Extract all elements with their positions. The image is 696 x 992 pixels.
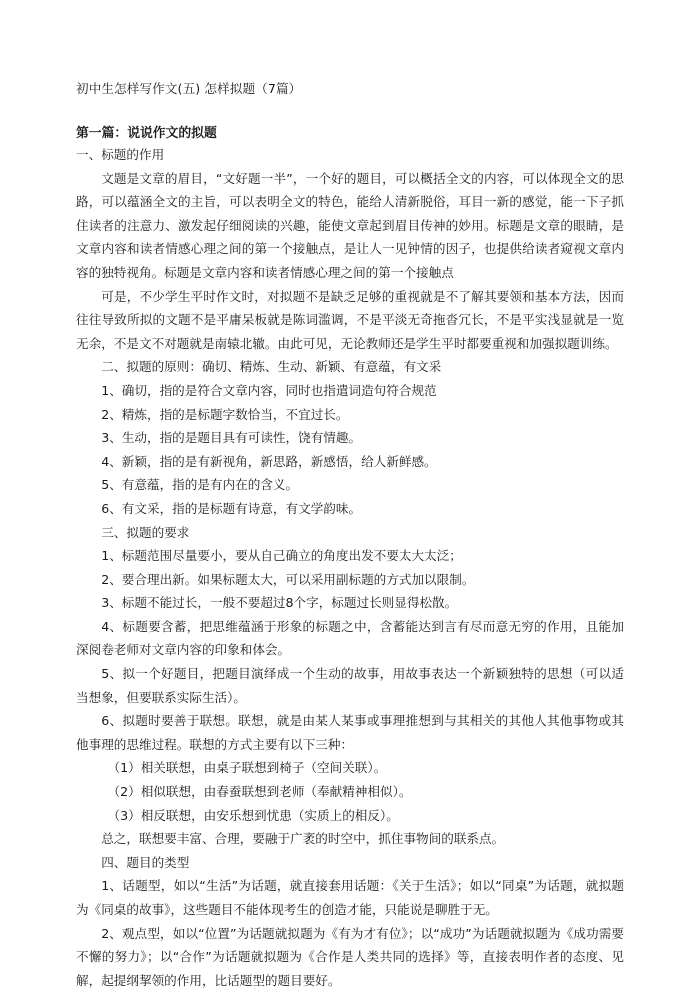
list-item: 1、标题范围尽量要小，要从自己确立的角度出发不要太大太泛；	[101, 548, 462, 564]
section-heading: 第一篇：说说作文的拟题	[76, 126, 217, 141]
list-item: 3、生动，指的是题目具有可读性，饶有情趣。	[101, 430, 362, 446]
paragraph-summary: 总之，联想要丰富、合理，要融于广袤的时空中，抓住事物间的联系点。	[101, 831, 505, 847]
heading-purpose: 一、标题的作用	[76, 147, 165, 162]
paragraph-problems: 可是，不少学生平时作文时，对拟题不是缺乏足够的重视就是不了解其要领和基本方法，因而往往导致所拟的文题不是平庸呆板就是陈词滥调，不是平淡无奇拖沓冗长，不是平实浅显就是一览无余，不是文不对题就是南辕北辙。由此可见，无论教师还是学生平时都要重视和加强拟题训练。	[76, 288, 624, 351]
document-body	[76, 143, 624, 992]
list-item: 6、有文采，指的是标题有诗意，有文学韵味。	[101, 500, 362, 516]
list-item: （3）相反联想，由安乐想到忧患（实质上的相反）。	[107, 807, 399, 823]
list-item: 3、标题不能过长，一般不要超过8个字，标题过长则显得松散。	[101, 595, 458, 611]
heading-principles: 二、拟题的原则：确切、精炼、生动、新颖、有意蕴，有文采	[101, 359, 442, 375]
list-item: 4、标题要含蓄，把思维蕴涵于形象的标题之中，含蓄能达到言有尽而意无穷的作用，且能加深阅卷老师对文章内容的印象和体会。	[76, 618, 624, 658]
list-item: 4、新颖，指的是有新视角，新思路，新感悟，给人新鲜感。	[101, 453, 437, 469]
list-item: （1）相关联想，由桌子联想到椅子（空间关联）。	[107, 760, 387, 776]
list-item: 5、拟一个好题目，把题目演绎成一个生动的故事，用故事表达一个新颖独特的思想（可以适当想象，但要联系实际生活）。	[76, 666, 624, 705]
heading-requirements: 三、拟题的要求	[101, 524, 190, 540]
list-item: 1、话题型，如以“生活”为话题，就直接套用话题：《关于生活》；如以“同桌”为话题，就拟题为《同桌的故事》，这些题目不能体现考生的创造才能，只能说是聊胜于无。	[76, 878, 624, 917]
list-item: 1、确切，指的是符合文章内容，同时也指遣词造句符合规范	[101, 382, 437, 398]
list-item: 5、有意蕴，指的是有内在的含义。	[101, 477, 299, 493]
heading-types: 四、题目的类型	[101, 854, 190, 870]
list-item: 2、精炼，指的是标题字数恰当，不宜过长。	[101, 406, 349, 422]
list-item: 6、拟题时要善于联想。联想，就是由某人某事或事理推想到与其相关的其他人其他事物或其他事理的思维过程。联想的方式主要有以下三种：	[76, 713, 624, 752]
paragraph-purpose: 文题是文章的眉目，“文好题一半”，一个好的题目，可以概括全文的内容，可以体现全文的思路，可以蕴涵全文的主旨，可以表明全文的特色，能给人清新脱俗，耳目一新的感觉，能一下子抓住读者的注意力、激发起仔细阅读的兴趣，能使文章起到眉目传神的妙用。标题是文章的眼睛，是文章内容和读者情感心理之间的第一个接触点，是让人一见钟情的因子，也提供给读者窥视文章内容的独特视角。标题是文章内容和读者情感心理之间的第一个接触点	[76, 170, 624, 280]
list-item: 2、要合理出新。如果标题太大，可以采用副标题的方式加以限制。	[101, 571, 475, 587]
document-title: 初中生怎样写作文(五) 怎样拟题（7篇）	[76, 81, 302, 96]
list-item: 2、观点型，如以“位置”为话题就拟题为《有为才有位》；以“成功”为话题就拟题为《成功需要不懈的努力》；以“合作”为话题就拟题为《合作是人类共同的选择》等，直接表明作者的态度、见解，起提纲挈领的作用，比话题型的题目要好。	[76, 925, 624, 988]
list-item: （2）相似联想，由春蚕联想到老师（奉献精神相似）。	[107, 784, 412, 800]
